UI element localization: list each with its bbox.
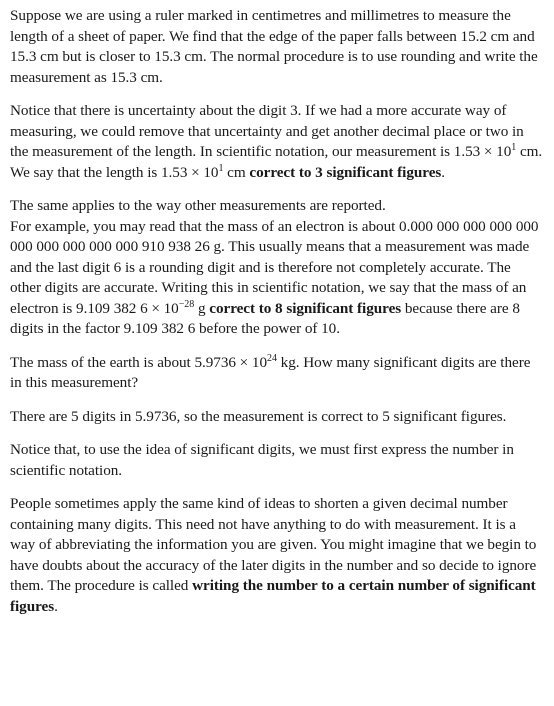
- paragraph-text: .: [441, 163, 445, 181]
- paragraph-text: .: [54, 597, 58, 615]
- exponent: 1: [218, 162, 224, 174]
- paragraph-text: The same applies to the way other measurements are reported.: [10, 197, 386, 214]
- bold-term: correct to 8 significant figures: [209, 299, 402, 317]
- paragraph-text: because there are 8 digits in the factor 9.109 382 6 before the power of 10.: [10, 299, 520, 337]
- paragraph-text: kg. How many significant digits are there in this measurement?: [10, 353, 531, 391]
- paragraph-earth-mass-answer: [10, 407, 544, 428]
- paragraph-text: People sometimes apply the same kind of ideas to shorten a given decimal number containing many digits. This need not have anything to do with measurement. It is a way of abbreviating the information you are given. You might imagine that we begin to have doubts about the accuracy of the later digits in the number and so decide to ignore them. The procedure is called: [10, 495, 537, 594]
- paragraph-ruler-example: [10, 6, 544, 88]
- paragraph-text: There are 5 digits in 5.9736, so the measurement is correct to 5 significant figures.: [10, 407, 507, 425]
- exponent: 1: [511, 142, 517, 153]
- paragraph-text: cm: [223, 163, 250, 181]
- paragraph-text: Notice that, to use the idea of significant digits, we must first express the number in scientific notation.: [10, 441, 514, 479]
- bold-term: writing the number to a certain number of significant figures: [10, 577, 536, 615]
- paragraph-abbreviating: [10, 494, 544, 617]
- paragraph-text: Notice that there is uncertainty about the digit 3. If we had a more accurate way of measuring, we could remove that uncertainty and get another decimal place or two in the measurement of the length. In scientific notation, our measurement is 1.53 × 10: [10, 102, 524, 160]
- paragraph-text: For example, you may read that the mass of an electron is about 0.000 000 000 000 000 000 000 000 000 000 910 938 26 g. This usually means that a measurement was made and the last digit 6 is a rounding digit and is therefore not completely accurate. The other digits are accurate. Writing this in scientific notation, we say that the mass of an electron is 9.109 382 6 × 10: [10, 217, 539, 317]
- paragraph-text: Suppose we are using a ruler marked in centimetres and millimetres to measure the length of a sheet of paper. We find that the edge of the paper falls between 15.2 cm and 15.3 cm but is closer to 15.3 cm. The normal procedure is to use rounding and write the measurement as 15.3 cm.: [10, 7, 538, 86]
- exponent: 24: [267, 352, 277, 364]
- paragraph-earth-mass-question: [10, 353, 544, 394]
- paragraph-electron-mass: [10, 196, 544, 340]
- paragraph-scientific-notation-note: [10, 440, 544, 481]
- bold-term: correct to 3 significant figures: [249, 163, 442, 181]
- exponent: −28: [178, 298, 195, 310]
- paragraph-text: g: [194, 299, 210, 317]
- paragraph-text: cm. We say that the length is 1.53 × 10: [10, 143, 543, 181]
- paragraph-text: The mass of the earth is about 5.9736 × 10: [10, 353, 268, 371]
- paragraph-uncertainty: [10, 101, 544, 183]
